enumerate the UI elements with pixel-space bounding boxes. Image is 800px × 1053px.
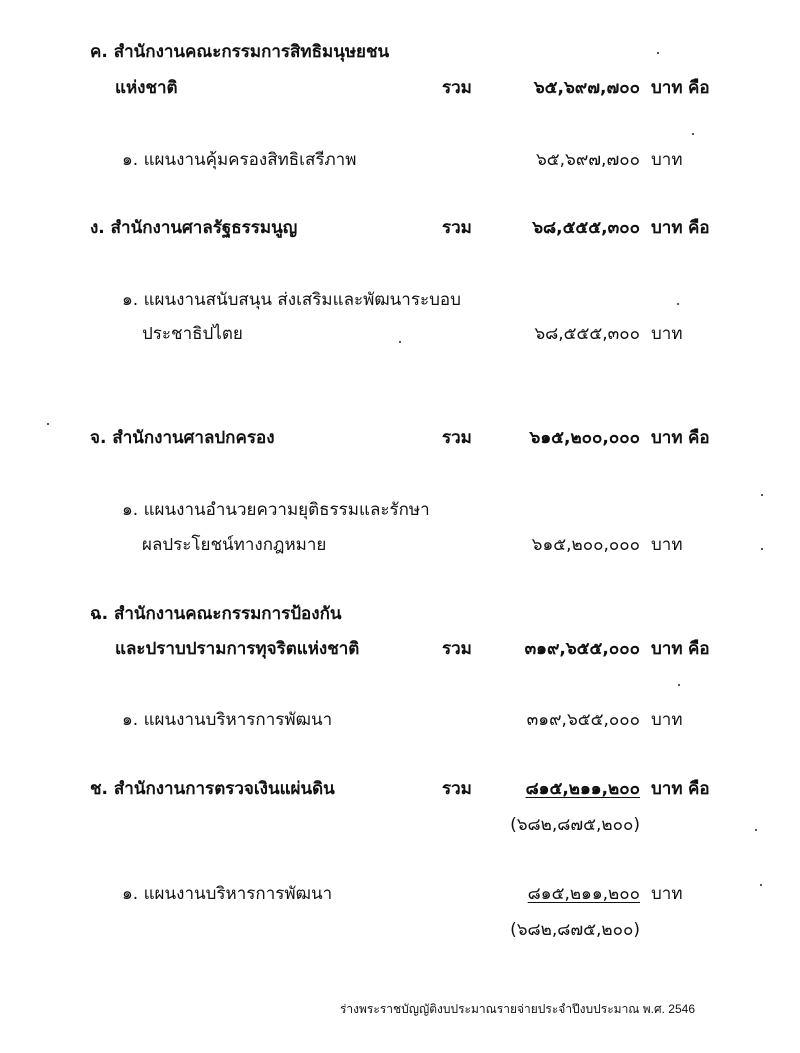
section-ch-plan-1-label-line2: ผลประโยชน์ทางกฎหมาย: [142, 535, 327, 555]
section-k-heading-line2: แห่งชาติ: [115, 78, 178, 98]
scan-speck: [677, 303, 679, 305]
section-cho-plan-1-label: ๑. แผนงานบริหารการพัฒนา: [122, 710, 333, 730]
scan-speck: [678, 684, 680, 686]
section-chor-plan-1-amount: ๘๑๕,๒๑๑,๒๐๐: [527, 884, 640, 904]
section-cho-plan-1-unit: บาท: [651, 710, 683, 730]
section-ch-suffix: คือ: [688, 428, 710, 448]
document-footer: ร่างพระราชบัญญัติงบประมาณรายจ่ายประจำปีงบประมาณ พ.ศ. 2546: [339, 1002, 695, 1016]
section-ng-plan-1-label-line1: ๑. แผนงานสนับสนุน ส่งเสริมและพัฒนาระบอบ: [122, 290, 461, 310]
section-ng-plan-1-amount: ๖๘,๕๕๕,๓๐๐: [534, 324, 640, 344]
scan-speck: [399, 341, 401, 343]
section-ng-heading: ง. สำนักงานศาลรัฐธรรมนูญ: [90, 218, 298, 238]
section-chor-plan-1-prev-amount: (๖๘๒,๘๗๕,๒๐๐): [510, 920, 640, 940]
section-cho-total-label: รวม: [442, 639, 472, 659]
section-k-plan-1-amount: ๖๕,๖๙๗,๗๐๐: [535, 150, 640, 170]
section-chor-unit: บาท: [651, 779, 683, 799]
section-k-suffix: คือ: [688, 78, 710, 98]
scan-speck: [755, 829, 757, 831]
section-cho-suffix: คือ: [688, 639, 710, 659]
section-ch-total-label: รวม: [442, 428, 472, 448]
section-chor-total-label: รวม: [442, 779, 472, 799]
section-cho-total-amount: ๓๑๙,๖๕๕,๐๐๐: [524, 639, 640, 659]
section-ch-plan-1-amount: ๖๑๕,๒๐๐,๐๐๐: [531, 535, 640, 555]
section-cho-unit: บาท: [651, 639, 683, 659]
section-k-plan-1-label: ๑. แผนงานคุ้มครองสิทธิเสรีภาพ: [122, 150, 357, 170]
section-ng-suffix: คือ: [688, 218, 710, 238]
scan-speck: [47, 423, 49, 425]
scan-speck: [761, 494, 763, 496]
section-ch-total-amount: ๖๑๕,๒๐๐,๐๐๐: [529, 428, 640, 448]
section-k-total-label: รวม: [442, 78, 472, 98]
section-ng-unit: บาท: [651, 218, 683, 238]
scan-speck: [761, 548, 763, 550]
section-ch-heading: จ. สำนักงานศาลปกครอง: [90, 428, 275, 448]
section-cho-plan-1-amount: ๓๑๙,๖๕๕,๐๐๐: [526, 710, 640, 730]
section-cho-heading-line1: ฉ. สำนักงานคณะกรรมการป้องกัน: [90, 604, 342, 624]
section-chor-heading: ช. สำนักงานการตรวจเงินแผ่นดิน: [90, 779, 335, 799]
section-chor-total-amount: ๘๑๕,๒๑๑,๒๐๐: [525, 779, 640, 799]
section-chor-suffix: คือ: [688, 779, 710, 799]
section-k-total-amount: ๖๕,๖๙๗,๗๐๐: [533, 78, 640, 98]
section-ng-plan-1-unit: บาท: [651, 324, 683, 344]
section-ch-plan-1-unit: บาท: [651, 535, 683, 555]
scan-speck: [657, 52, 659, 54]
section-chor-prev-amount: (๖๘๒,๘๗๕,๒๐๐): [510, 815, 640, 835]
section-k-heading-line1: ค. สำนักงานคณะกรรมการสิทธิมนุษยชน: [90, 42, 390, 62]
section-ch-unit: บาท: [651, 428, 683, 448]
scan-speck: [692, 133, 694, 135]
section-ch-plan-1-label-line1: ๑. แผนงานอำนวยความยุติธรรมและรักษา: [122, 500, 430, 520]
section-ng-total-label: รวม: [442, 218, 472, 238]
section-chor-plan-1-unit: บาท: [651, 884, 683, 904]
section-cho-heading-line2: และปราบปรามการทุจริตแห่งชาติ: [115, 639, 360, 659]
section-k-plan-1-unit: บาท: [651, 150, 683, 170]
section-k-unit: บาท: [651, 78, 683, 98]
section-ng-plan-1-label-line2: ประชาธิปไตย: [142, 324, 243, 344]
scan-speck: [760, 884, 762, 886]
section-ng-total-amount: ๖๘,๕๕๕,๓๐๐: [532, 218, 640, 238]
section-chor-plan-1-label: ๑. แผนงานบริหารการพัฒนา: [122, 884, 333, 904]
